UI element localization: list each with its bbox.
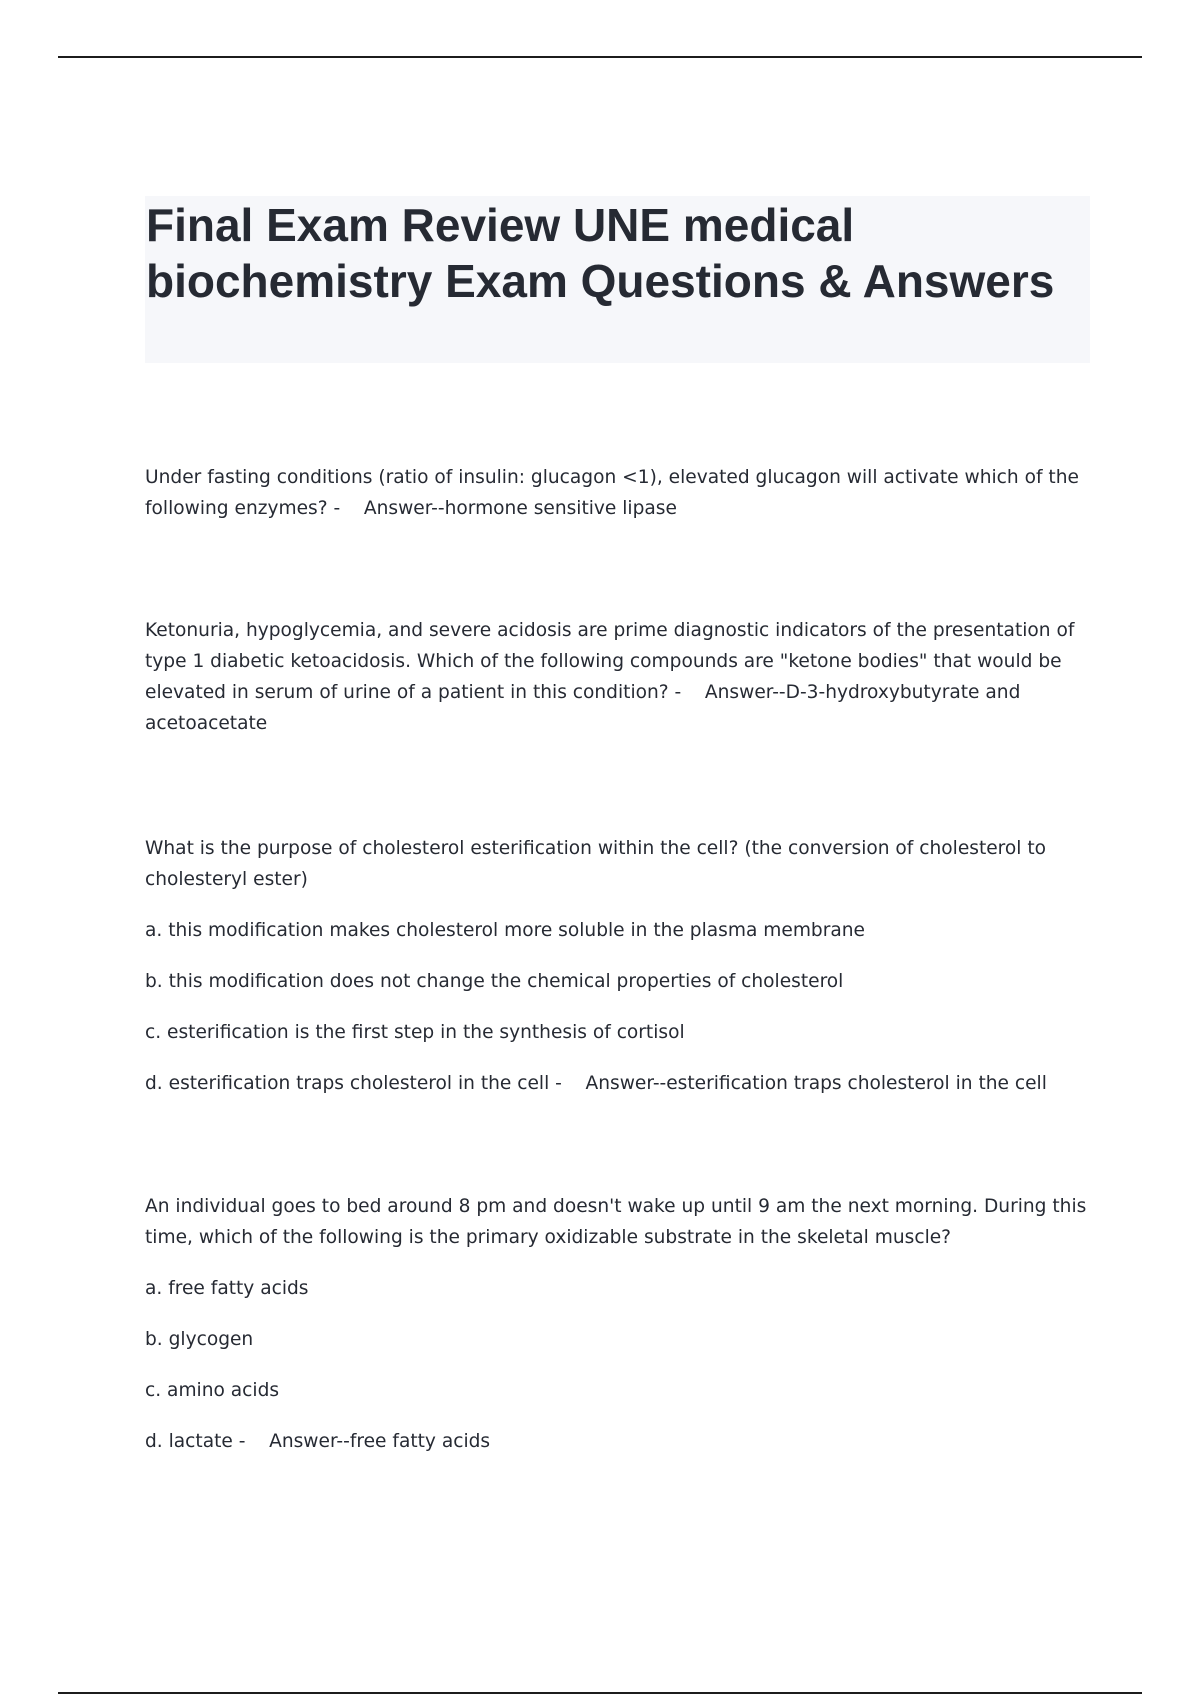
question-4-option-d-line <box>145 1426 1090 1457</box>
question-4-option-d: d. lactate - <box>145 1431 246 1452</box>
document-title: Final Exam Review UNE medical biochemistry Exam Questions & Answers <box>146 199 1055 307</box>
question-3-option-d-line <box>145 1068 1090 1099</box>
question-4-option-a: a. free fatty acids <box>145 1278 309 1299</box>
top-rule <box>58 56 1142 58</box>
question-2 <box>145 615 1090 739</box>
question-3-option-d: d. esterification traps cholesterol in the cell - <box>145 1073 562 1094</box>
question-4-option-c: c. amino acids <box>145 1380 280 1401</box>
question-3-option-c: c. esterification is the first step in the synthesis of cortisol <box>145 1022 685 1043</box>
question-4-text: An individual goes to bed around 8 pm and doesn't wake up until 9 am the next morning. During this time, which of the following is the primary oxidizable substrate in the skeletal muscle? <box>145 1196 1087 1248</box>
question-4-answer: Answer--free fatty acids <box>269 1431 491 1452</box>
qa-content <box>145 462 1090 1457</box>
question-3-text: What is the purpose of cholesterol esterification within the cell? (the conversion of cholesterol to cholesteryl ester) <box>145 838 1047 890</box>
question-3-answer: Answer--esterification traps cholesterol in the cell <box>585 1073 1047 1094</box>
question-2-text: Ketonuria, hypoglycemia, and severe acidosis are prime diagnostic indicators of the presentation of type 1 diabetic ketoacidosis. Which of the following compounds are "ketone bodies" that would be elevated in serum of urine of a patient in this condition? - <box>145 620 1075 703</box>
question-3-option-a: a. this modification makes cholesterol more soluble in the plasma membrane <box>145 920 865 941</box>
question-1-text: Under fasting conditions (ratio of insulin: glucagon <1), elevated glucagon will activate which of the following enzymes? - <box>145 467 1079 519</box>
question-1-line <box>145 462 1090 524</box>
title-block <box>145 196 1090 363</box>
question-3 <box>145 833 1090 1099</box>
question-4 <box>145 1191 1090 1457</box>
question-3-option-b: b. this modification does not change the chemical properties of cholesterol <box>145 971 844 992</box>
question-1 <box>145 462 1090 524</box>
bottom-rule <box>58 1692 1142 1694</box>
question-1-answer: Answer--hormone sensitive lipase <box>363 498 677 519</box>
question-2-line <box>145 615 1090 739</box>
question-4-option-b: b. glycogen <box>145 1329 254 1350</box>
question-2-answer: Answer--D-3-hydroxybutyrate and acetoacetate <box>145 682 1021 734</box>
